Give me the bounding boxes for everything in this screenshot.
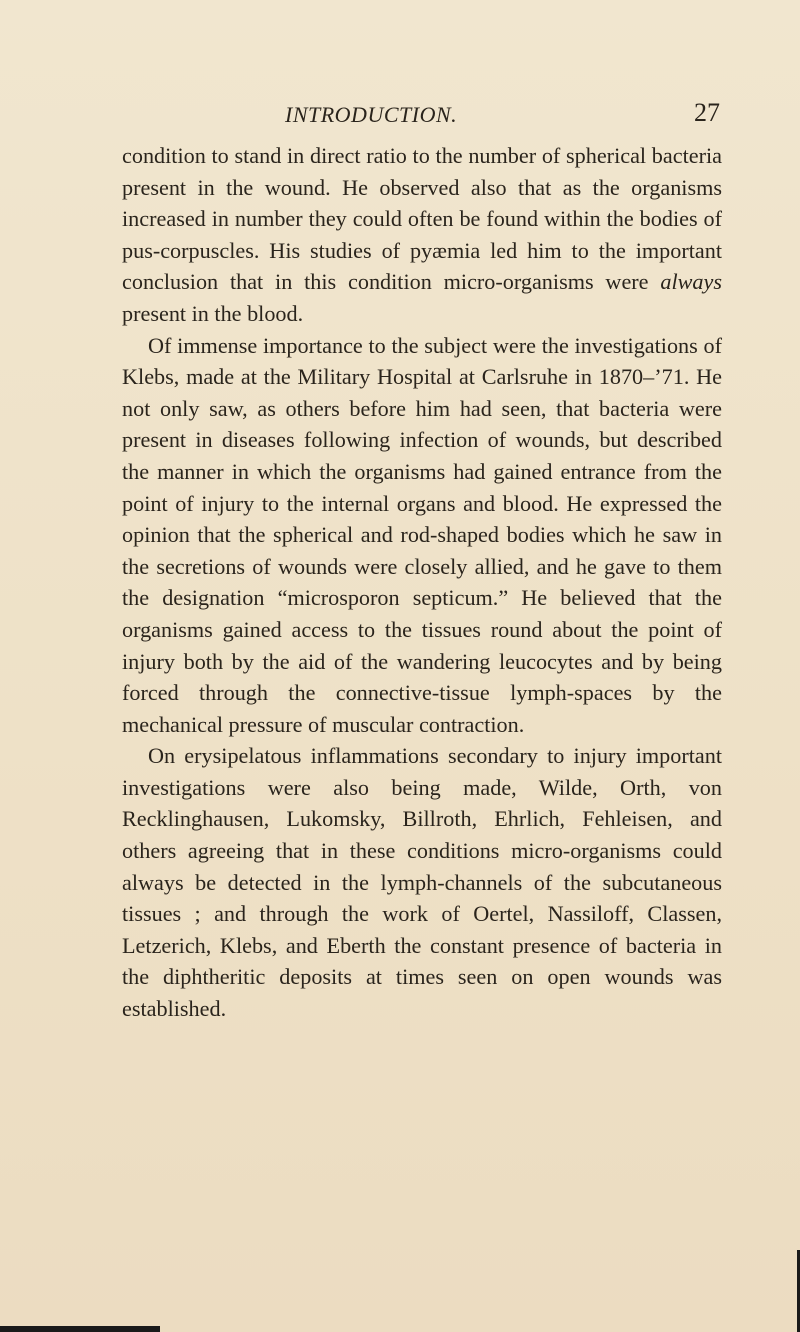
- paragraph-1-emphasis: always: [660, 269, 722, 295]
- body-text: [122, 140, 722, 1025]
- page-number: 27: [694, 98, 720, 127]
- paragraph-3: On erysipelatous inflammations secondary to injury important investigations were also being made, Wilde, Orth, von Recklinghausen, Lukomsky, Billroth, Ehrlich, Fehleisen, and others agreeing that in these conditions micro-organisms could always be detected in the lymph-channels of the subcutaneous tissues ; and through the work of Oertel, Nassiloff, Classen, Letzerich, Klebs, and Eberth the constant presence of bacteria in the diphtheritic deposits at times seen on open wounds was established.: [122, 743, 722, 1022]
- page-header: [0, 98, 800, 142]
- running-title: INTRODUCTION.: [285, 102, 458, 127]
- paragraph-1: [122, 140, 722, 330]
- paragraph-1-part-a: condition to stand in direct ratio to the number of spherical bacteria present in the wound. He observed also that as the organisms increased in number they could often be found within the bodies of pus-corpuscles. His studies of pyæmia led him to the important conclusion that in this condition micro-organisms were: [122, 143, 722, 295]
- scan-edge-bottom: [0, 1326, 160, 1332]
- paragraph-1-part-b: present in the blood.: [122, 300, 304, 326]
- paragraph-2: Of immense importance to the subject were the investigations of Klebs, made at the Military Hospital at Carlsruhe in 1870–’71. He not only saw, as others before him had seen, that bacteria were present in diseases following infection of wounds, but described the manner in which the organisms had gained entrance from the point of injury to the internal organs and blood. He expressed the opinion that the spherical and rod-shaped bodies which he saw in the secretions of wounds were closely allied, and he gave to them the designation “microsporon septicum.” He believed that the organisms gained access to the tissues round about the point of injury both by the aid of the wandering leucocytes and by being forced through the connective-tissue lymph-spaces by the mechanical pressure of muscular contraction.: [122, 332, 722, 737]
